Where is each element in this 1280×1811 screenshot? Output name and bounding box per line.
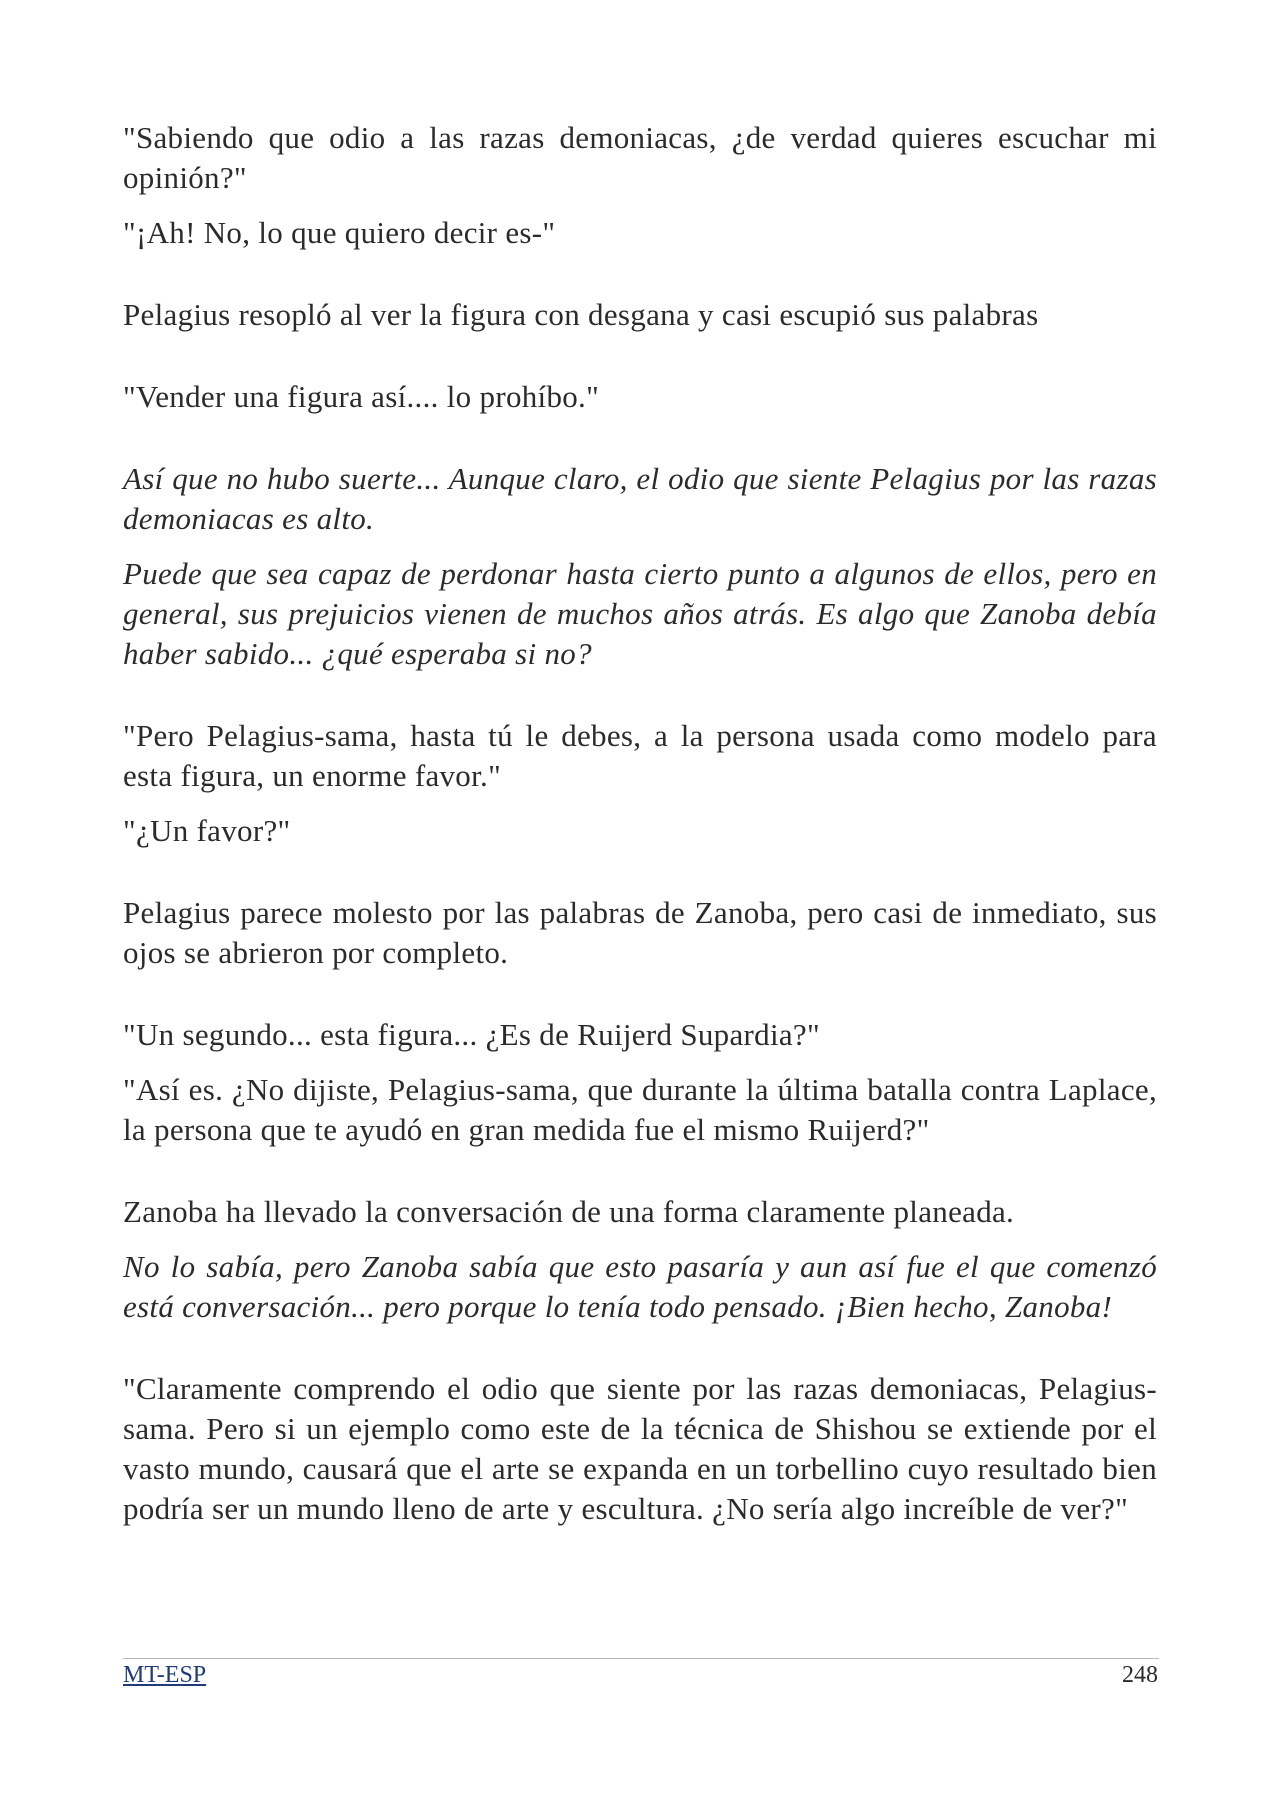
- paragraph-7: "Pero Pelagius-sama, hasta tú le debes, a la persona usada como modelo para esta figura, un enorme favor.": [123, 718, 1157, 793]
- footer-source-link[interactable]: MT-ESP: [123, 1662, 207, 1688]
- paragraph-4: "Vender una figura así.... lo prohíbo.": [123, 379, 600, 414]
- footer-divider: [123, 1658, 1159, 1659]
- paragraph-9: Pelagius parece molesto por las palabras de Zanoba, pero casi de inmediato, sus ojos se abrieron por completo.: [123, 895, 1157, 970]
- paragraph-5-thought: Así que no hubo suerte... Aunque claro, el odio que siente Pelagius por las razas demoniacas es alto.: [123, 461, 1157, 536]
- paragraph-13-thought: No lo sabía, pero Zanoba sabía que esto pasaría y aun así fue el que comenzó está conversación... pero porque lo tenía todo pensado. ¡Bien hecho, Zanoba!: [123, 1249, 1157, 1324]
- paragraph-10: "Un segundo... esta figura... ¿Es de Ruijerd Supardia?": [123, 1017, 820, 1052]
- paragraph-6-thought: Puede que sea capaz de perdonar hasta cierto punto a algunos de ellos, pero en general, sus prejuicios vienen de muchos años atrás. Es algo que Zanoba debía haber sabido... ¿qué esperaba si no?: [123, 556, 1157, 671]
- paragraph-1: "Sabiendo que odio a las razas demoniacas, ¿de verdad quieres escuchar mi opinión?": [123, 120, 1157, 195]
- paragraph-14: "Claramente comprendo el odio que siente por las razas demoniacas, Pelagius-sama. Pero si un ejemplo como este de la técnica de Shishou se extiende por el vasto mundo, causará que el arte se expanda en un torbellino cuyo resultado bien podría ser un mundo lleno de arte y escultura. ¿No sería algo increíble de ver?": [123, 1371, 1157, 1526]
- paragraph-12: Zanoba ha llevado la conversación de una forma claramente planeada.: [123, 1194, 1015, 1229]
- paragraph-2: "¡Ah! No, lo que quiero decir es-": [123, 215, 556, 250]
- page-body: [123, 118, 1157, 1529]
- page-number: 248: [1122, 1662, 1158, 1688]
- paragraph-11: "Así es. ¿No dijiste, Pelagius-sama, que durante la última batalla contra Laplace, la persona que te ayudó en gran medida fue el mismo Ruijerd?": [123, 1072, 1157, 1147]
- paragraph-8: "¿Un favor?": [123, 813, 291, 848]
- paragraph-3: Pelagius resopló al ver la figura con desgana y casi escupió sus palabras: [123, 297, 1039, 332]
